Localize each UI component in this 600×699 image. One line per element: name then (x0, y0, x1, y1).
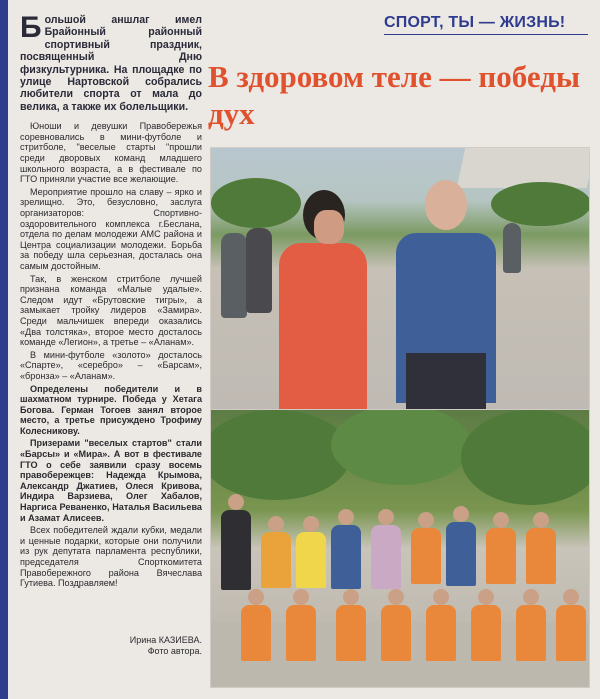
spectator-figure (503, 223, 521, 273)
child-figure (486, 528, 516, 584)
spectator-figure (221, 233, 247, 318)
article-body (20, 11, 202, 657)
person-head (248, 589, 264, 605)
person-head (303, 516, 319, 532)
person-head (478, 589, 494, 605)
person-head (453, 506, 469, 522)
person-head (228, 494, 244, 510)
child-figure (286, 605, 316, 661)
person-head (268, 516, 284, 532)
article-headline: В здоровом теле — победы дух (208, 59, 581, 131)
adult-figure (371, 525, 401, 589)
tree-shape (461, 410, 590, 505)
person-head (293, 589, 309, 605)
child-figure (381, 605, 411, 661)
child-figure (426, 605, 456, 661)
paragraph-3: Так, в женском стритболе лучшей признана команда «Малые удалые». Следом идут «Брутовские тигры», а замыкает тройку лидеров «Замира». Среди мальчишек впереди оказались «Два толстяка», второе место досталось команде «Легион», а третье – «Аланам». (20, 273, 202, 348)
child-figure (241, 605, 271, 661)
person-head (388, 589, 404, 605)
person-head (343, 589, 359, 605)
paragraph-5: Определены победители и в шахматном турнире. Победа у Хетага Богова. Герман Тогоев занял второе место, а третье присуждено Трофиму Колесникову. (20, 383, 202, 436)
person-head (533, 512, 549, 528)
person-head (433, 589, 449, 605)
child-figure (411, 528, 441, 584)
tree-shape (331, 409, 471, 485)
page-edge-stripe (0, 0, 8, 699)
girl-face (314, 210, 344, 244)
man-head (425, 180, 467, 230)
child-figure (516, 605, 546, 661)
person-head (523, 589, 539, 605)
person-head (338, 509, 354, 525)
adult-figure (331, 525, 361, 589)
photo-credit: Фото автора. (147, 645, 202, 656)
person-head (378, 509, 394, 525)
child-figure (471, 605, 501, 661)
paragraph-7: Всех победителей ждали кубки, медали и ценные подарки, которые они получили из рук депутата парламента республики, председателя Спорткомитета Правобережного района Вячеслава Гутиева. Поздравляем! (20, 525, 202, 589)
canopy-shape (457, 148, 590, 188)
child-figure (556, 605, 586, 661)
girl-figure (279, 243, 367, 410)
article-lead (20, 11, 202, 113)
coach-figure (221, 510, 251, 590)
child-figure (261, 532, 291, 588)
paragraph-4: В мини-футболе «золото» досталось «Спарте», «серебро» – «Барсам», «бронза» – «Аланам». (20, 349, 202, 381)
team-group-photo (210, 409, 590, 688)
drop-cap: Б (20, 11, 42, 44)
tree-shape (210, 410, 351, 500)
award-ceremony-photo (210, 147, 590, 411)
byline (20, 635, 202, 657)
child-figure (296, 532, 326, 588)
person-head (418, 512, 434, 528)
lead-text: ольшой аншлаг имел Брайонный районный спортивный праздник, посвященный Дню физкультурника. На площадке по улице Нартовской собрались любители спорта от мала до велика, а также их болельщики. (20, 14, 202, 113)
child-figure (336, 605, 366, 661)
man-trousers (406, 353, 486, 410)
adult-figure (446, 522, 476, 586)
person-head (563, 589, 579, 605)
paragraph-6: Призерами "веселых стартов" стали «Барсы» и «Мира». А вот в фестивале ГТО о себе заявили сразу восемь правобережцев: Надежда Крымова, Александр Джатиев, Олеся Кривова, Индира Варзиева, Олег Хабалов, Наргиса Реваненко, Наталья Васильева и Азамат Алисеев. (20, 438, 202, 523)
section-rubric: СПОРТ, ТЫ — ЖИЗНЬ! (384, 14, 588, 35)
paragraph-2: Мероприятие прошло на славу – ярко и зрелищно. Это, безусловно, заслуга организаторов: Спортивно-оздоровительного комплекса г.Беслана, отдела по делам молодежи АМС района и Центра социализации молодежи. Борьба за победу шла серьезная, досталась она самым достойным. (20, 186, 202, 271)
person-head (493, 512, 509, 528)
paragraph-1: Юноши и девушки Правобережья соревновались в мини-футболе и стритболе, "веселые старты "прошли среди дворовых команд младшего школьного возраста, а в фестивале по ГТО приняли участие все желающие. (20, 121, 202, 185)
spectator-figure (246, 228, 272, 313)
tree-shape (491, 182, 590, 226)
author-name: Ирина КАЗИЕВА. (129, 634, 202, 645)
child-figure (526, 528, 556, 584)
tree-shape (211, 178, 301, 228)
